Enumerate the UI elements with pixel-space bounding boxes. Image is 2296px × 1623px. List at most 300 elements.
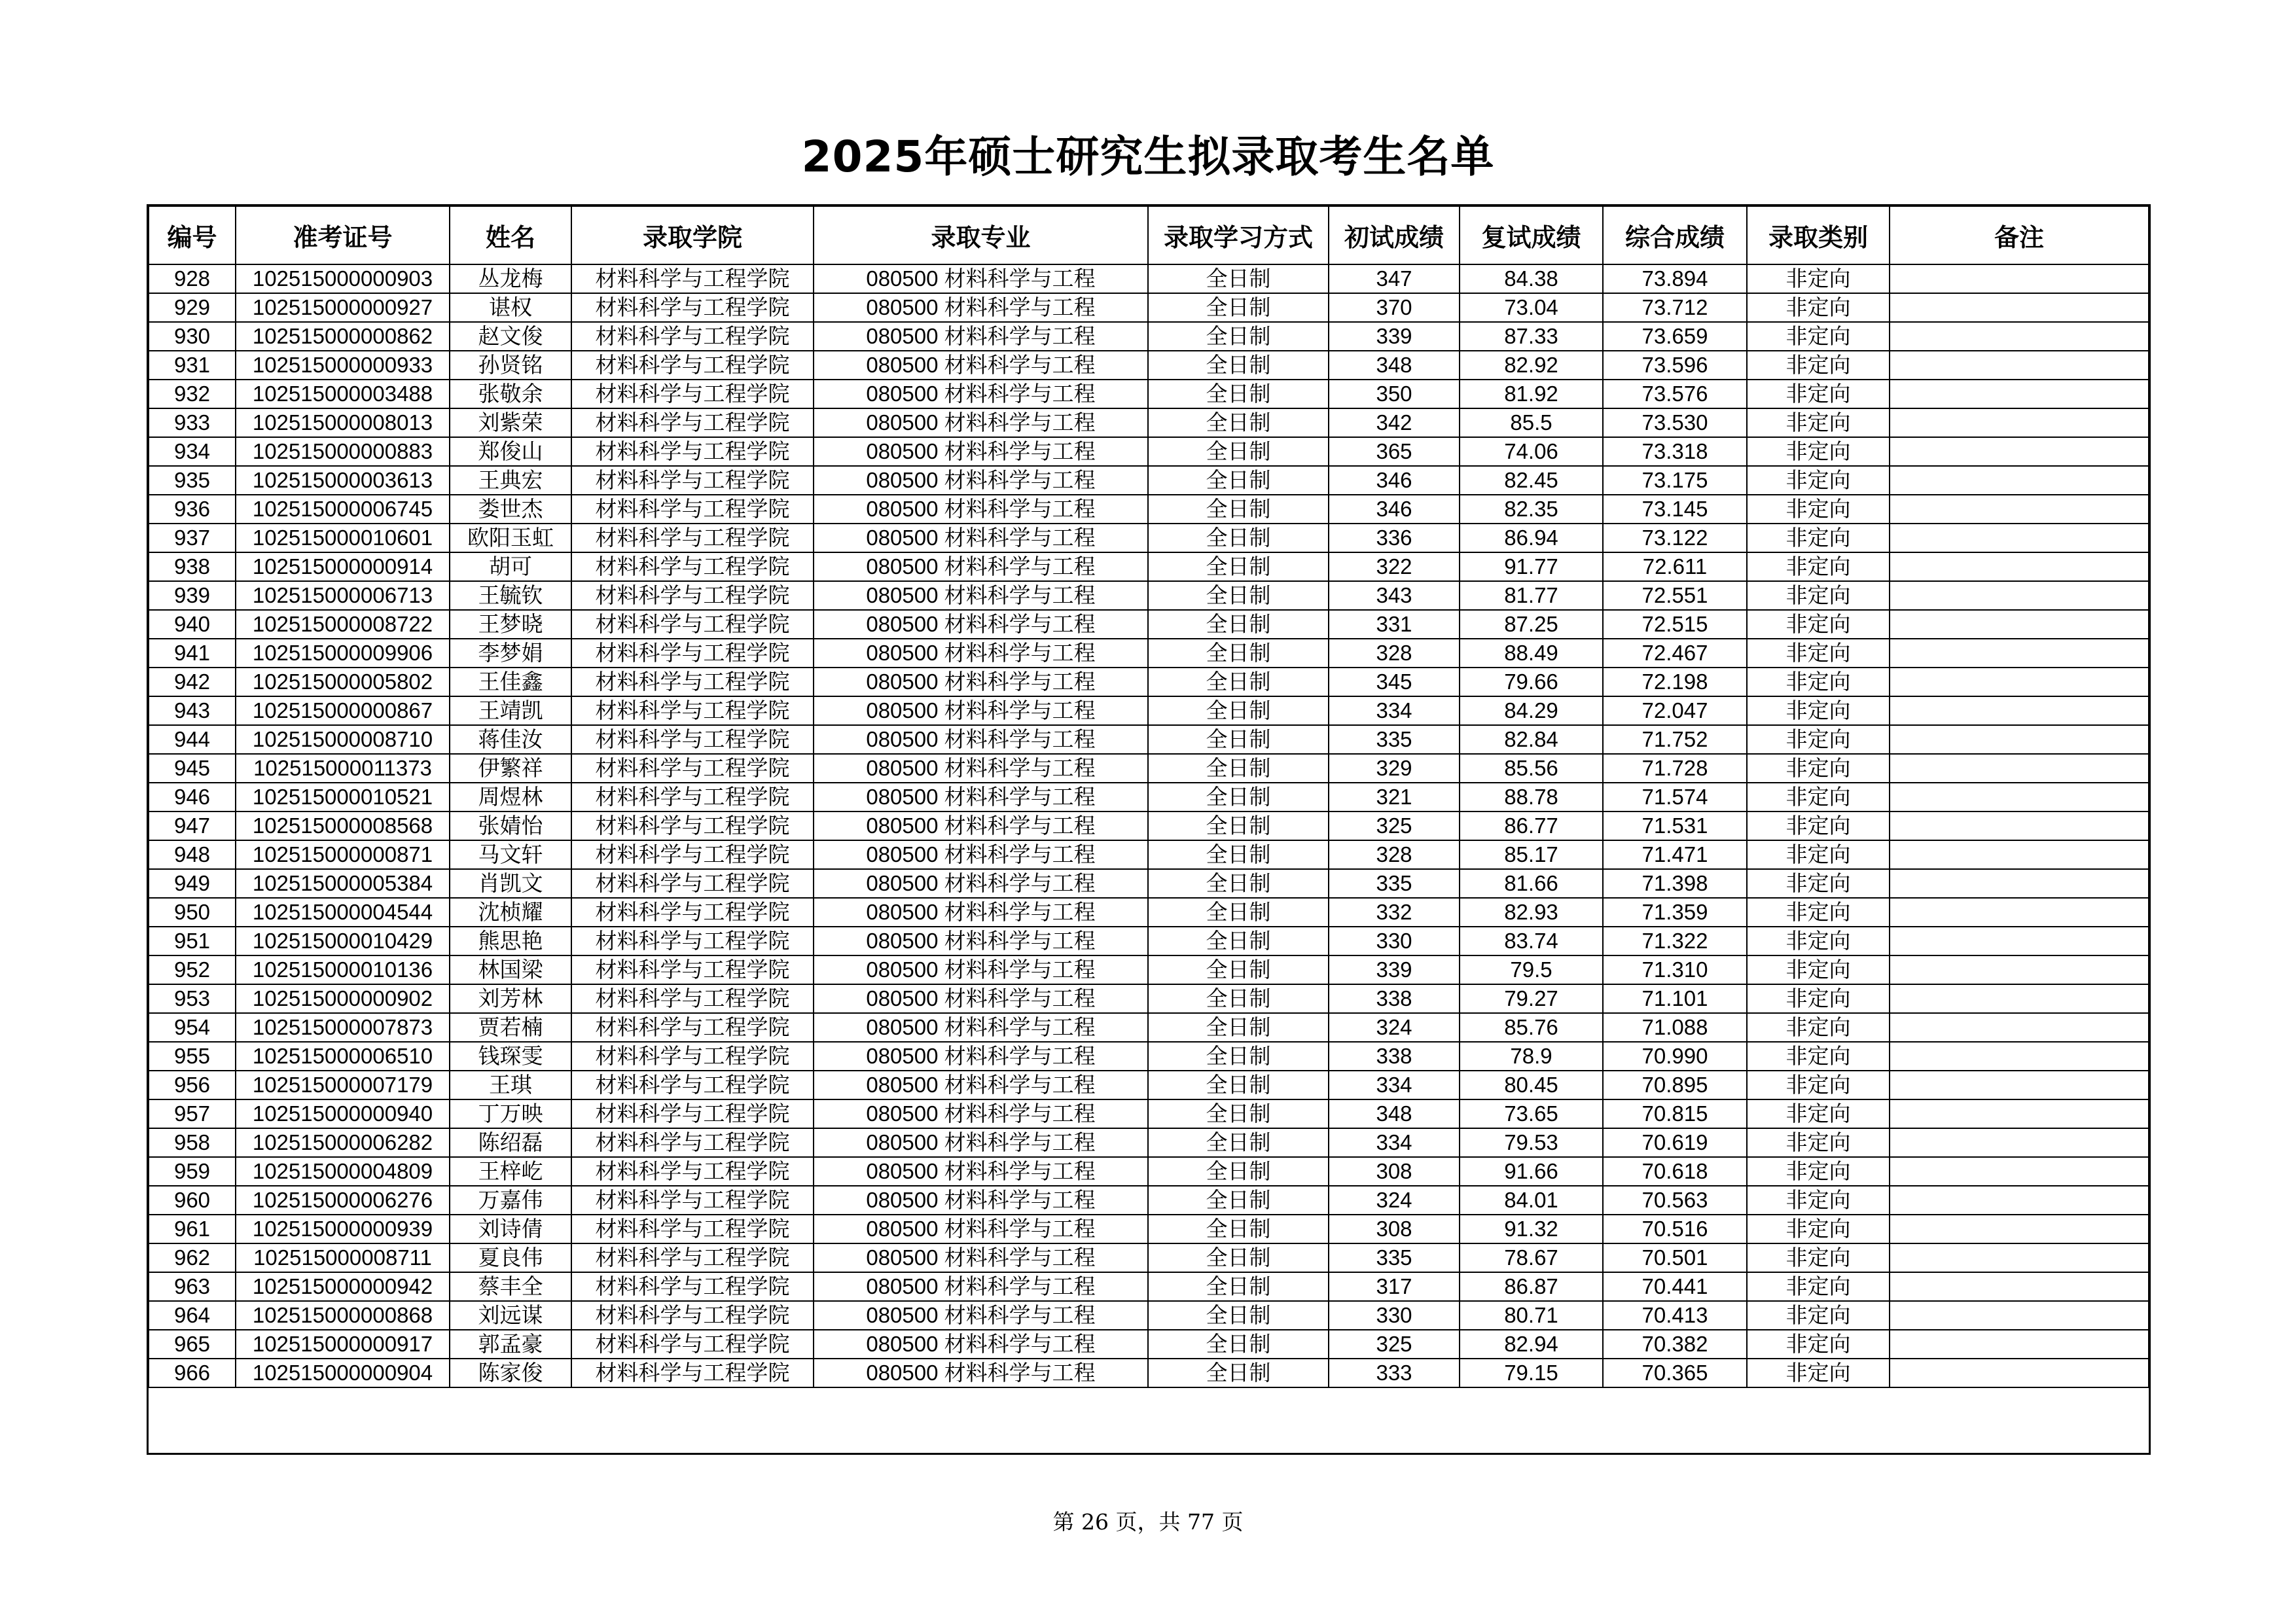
cell-retest-score: 83.74	[1460, 927, 1603, 955]
cell-exam-id: 102515000000868	[236, 1301, 450, 1330]
cell-remarks	[1890, 783, 2149, 812]
cell-composite-score: 72.611	[1603, 552, 1747, 581]
cell-admission-type: 非定向	[1747, 1243, 1890, 1272]
cell-admission-type: 非定向	[1747, 955, 1890, 984]
table-row	[149, 1272, 2149, 1301]
cell-retest-score: 79.5	[1460, 955, 1603, 984]
table-row	[149, 380, 2149, 408]
cell-retest-score: 78.67	[1460, 1243, 1603, 1272]
cell-remarks	[1890, 1301, 2149, 1330]
cell-initial-score: 370	[1329, 293, 1460, 322]
cell-exam-id: 102515000000917	[236, 1330, 450, 1359]
cell-study-mode: 全日制	[1148, 812, 1329, 840]
cell-number: 928	[149, 264, 236, 293]
cell-remarks	[1890, 984, 2149, 1013]
cell-study-mode: 全日制	[1148, 639, 1329, 668]
cell-admission-type: 非定向	[1747, 696, 1890, 725]
table-row	[149, 1157, 2149, 1186]
table-row	[149, 1071, 2149, 1099]
cell-remarks	[1890, 351, 2149, 380]
cell-number: 934	[149, 437, 236, 466]
cell-college: 材料科学与工程学院	[571, 552, 814, 581]
cell-college: 材料科学与工程学院	[571, 610, 814, 639]
cell-initial-score: 325	[1329, 1330, 1460, 1359]
cell-number: 943	[149, 696, 236, 725]
cell-major: 080500 材料科学与工程	[814, 1301, 1148, 1330]
cell-name: 贾若楠	[450, 1013, 571, 1042]
cell-number: 948	[149, 840, 236, 869]
table-row	[149, 351, 2149, 380]
cell-study-mode: 全日制	[1148, 1301, 1329, 1330]
cell-study-mode: 全日制	[1148, 1071, 1329, 1099]
cell-remarks	[1890, 322, 2149, 351]
cell-college: 材料科学与工程学院	[571, 1243, 814, 1272]
cell-remarks	[1890, 1042, 2149, 1071]
cell-college: 材料科学与工程学院	[571, 812, 814, 840]
cell-study-mode: 全日制	[1148, 984, 1329, 1013]
cell-remarks	[1890, 898, 2149, 927]
cell-remarks	[1890, 495, 2149, 524]
cell-retest-score: 82.35	[1460, 495, 1603, 524]
cell-composite-score: 71.322	[1603, 927, 1747, 955]
cell-exam-id: 102515000007179	[236, 1071, 450, 1099]
cell-college: 材料科学与工程学院	[571, 955, 814, 984]
cell-exam-id: 102515000010601	[236, 524, 450, 552]
cell-initial-score: 330	[1329, 1301, 1460, 1330]
cell-composite-score: 71.310	[1603, 955, 1747, 984]
cell-initial-score: 308	[1329, 1215, 1460, 1243]
cell-number: 946	[149, 783, 236, 812]
table-row	[149, 322, 2149, 351]
cell-composite-score: 73.530	[1603, 408, 1747, 437]
cell-major: 080500 材料科学与工程	[814, 437, 1148, 466]
cell-remarks	[1890, 1013, 2149, 1042]
cell-admission-type: 非定向	[1747, 1359, 1890, 1387]
cell-exam-id: 102515000011373	[236, 754, 450, 783]
cell-number: 939	[149, 581, 236, 610]
cell-composite-score: 70.618	[1603, 1157, 1747, 1186]
column-header-exam-id: 准考证号	[236, 206, 450, 264]
cell-exam-id: 102515000000883	[236, 437, 450, 466]
cell-college: 材料科学与工程学院	[571, 1186, 814, 1215]
cell-major: 080500 材料科学与工程	[814, 1359, 1148, 1387]
cell-college: 材料科学与工程学院	[571, 495, 814, 524]
cell-retest-score: 88.49	[1460, 639, 1603, 668]
cell-retest-score: 82.45	[1460, 466, 1603, 495]
cell-initial-score: 325	[1329, 812, 1460, 840]
cell-composite-score: 70.365	[1603, 1359, 1747, 1387]
cell-major: 080500 材料科学与工程	[814, 1157, 1148, 1186]
cell-remarks	[1890, 1215, 2149, 1243]
cell-college: 材料科学与工程学院	[571, 293, 814, 322]
cell-study-mode: 全日制	[1148, 322, 1329, 351]
column-header-remarks: 备注	[1890, 206, 2149, 264]
cell-number: 966	[149, 1359, 236, 1387]
cell-study-mode: 全日制	[1148, 495, 1329, 524]
cell-study-mode: 全日制	[1148, 1013, 1329, 1042]
cell-retest-score: 85.5	[1460, 408, 1603, 437]
cell-major: 080500 材料科学与工程	[814, 524, 1148, 552]
column-header-major: 录取专业	[814, 206, 1148, 264]
cell-remarks	[1890, 812, 2149, 840]
cell-major: 080500 材料科学与工程	[814, 668, 1148, 696]
cell-retest-score: 78.9	[1460, 1042, 1603, 1071]
cell-major: 080500 材料科学与工程	[814, 552, 1148, 581]
cell-admission-type: 非定向	[1747, 552, 1890, 581]
table-row	[149, 754, 2149, 783]
cell-initial-score: 346	[1329, 495, 1460, 524]
cell-college: 材料科学与工程学院	[571, 1013, 814, 1042]
table-row	[149, 696, 2149, 725]
cell-major: 080500 材料科学与工程	[814, 1186, 1148, 1215]
cell-number: 931	[149, 351, 236, 380]
cell-admission-type: 非定向	[1747, 1301, 1890, 1330]
column-header-college: 录取学院	[571, 206, 814, 264]
cell-retest-score: 73.65	[1460, 1099, 1603, 1128]
cell-exam-id: 102515000009906	[236, 639, 450, 668]
cell-study-mode: 全日制	[1148, 1272, 1329, 1301]
cell-study-mode: 全日制	[1148, 552, 1329, 581]
cell-initial-score: 346	[1329, 466, 1460, 495]
cell-exam-id: 102515000000903	[236, 264, 450, 293]
column-header-name: 姓名	[450, 206, 571, 264]
cell-exam-id: 102515000010429	[236, 927, 450, 955]
table-row	[149, 437, 2149, 466]
cell-admission-type: 非定向	[1747, 293, 1890, 322]
cell-initial-score: 345	[1329, 668, 1460, 696]
cell-initial-score: 324	[1329, 1013, 1460, 1042]
cell-study-mode: 全日制	[1148, 581, 1329, 610]
cell-composite-score: 70.382	[1603, 1330, 1747, 1359]
cell-composite-score: 71.471	[1603, 840, 1747, 869]
cell-college: 材料科学与工程学院	[571, 783, 814, 812]
cell-name: 李梦娟	[450, 639, 571, 668]
cell-retest-score: 79.15	[1460, 1359, 1603, 1387]
cell-admission-type: 非定向	[1747, 1128, 1890, 1157]
column-header-retest-score: 复试成绩	[1460, 206, 1603, 264]
cell-study-mode: 全日制	[1148, 725, 1329, 754]
table-row	[149, 1013, 2149, 1042]
cell-name: 熊思艳	[450, 927, 571, 955]
cell-composite-score: 72.467	[1603, 639, 1747, 668]
cell-remarks	[1890, 437, 2149, 466]
cell-major: 080500 材料科学与工程	[814, 264, 1148, 293]
cell-study-mode: 全日制	[1148, 898, 1329, 927]
cell-remarks	[1890, 1272, 2149, 1301]
cell-number: 930	[149, 322, 236, 351]
cell-composite-score: 71.531	[1603, 812, 1747, 840]
cell-major: 080500 材料科学与工程	[814, 495, 1148, 524]
cell-college: 材料科学与工程学院	[571, 840, 814, 869]
cell-major: 080500 材料科学与工程	[814, 322, 1148, 351]
table-row	[149, 783, 2149, 812]
cell-composite-score: 70.619	[1603, 1128, 1747, 1157]
table-row	[149, 264, 2149, 293]
cell-remarks	[1890, 668, 2149, 696]
cell-exam-id: 102515000008013	[236, 408, 450, 437]
cell-name: 刘远谋	[450, 1301, 571, 1330]
cell-remarks	[1890, 754, 2149, 783]
cell-composite-score: 71.574	[1603, 783, 1747, 812]
cell-remarks	[1890, 408, 2149, 437]
cell-major: 080500 材料科学与工程	[814, 1330, 1148, 1359]
cell-retest-score: 86.94	[1460, 524, 1603, 552]
cell-remarks	[1890, 869, 2149, 898]
table-row	[149, 955, 2149, 984]
cell-college: 材料科学与工程学院	[571, 1099, 814, 1128]
cell-college: 材料科学与工程学院	[571, 725, 814, 754]
cell-study-mode: 全日制	[1148, 466, 1329, 495]
cell-composite-score: 70.413	[1603, 1301, 1747, 1330]
cell-retest-score: 79.53	[1460, 1128, 1603, 1157]
cell-major: 080500 材料科学与工程	[814, 725, 1148, 754]
cell-retest-score: 79.66	[1460, 668, 1603, 696]
cell-admission-type: 非定向	[1747, 639, 1890, 668]
cell-major: 080500 材料科学与工程	[814, 840, 1148, 869]
cell-remarks	[1890, 1186, 2149, 1215]
cell-remarks	[1890, 380, 2149, 408]
cell-exam-id: 102515000000914	[236, 552, 450, 581]
cell-retest-score: 84.29	[1460, 696, 1603, 725]
cell-remarks	[1890, 1157, 2149, 1186]
table-row	[149, 610, 2149, 639]
cell-initial-score: 338	[1329, 1042, 1460, 1071]
cell-college: 材料科学与工程学院	[571, 1272, 814, 1301]
cell-exam-id: 102515000000939	[236, 1215, 450, 1243]
cell-retest-score: 79.27	[1460, 984, 1603, 1013]
cell-admission-type: 非定向	[1747, 466, 1890, 495]
cell-composite-score: 70.990	[1603, 1042, 1747, 1071]
cell-initial-score: 333	[1329, 1359, 1460, 1387]
cell-initial-score: 342	[1329, 408, 1460, 437]
cell-college: 材料科学与工程学院	[571, 1042, 814, 1071]
cell-retest-score: 74.06	[1460, 437, 1603, 466]
cell-number: 951	[149, 927, 236, 955]
table-row	[149, 1042, 2149, 1071]
cell-composite-score: 72.515	[1603, 610, 1747, 639]
cell-name: 陈家俊	[450, 1359, 571, 1387]
cell-study-mode: 全日制	[1148, 293, 1329, 322]
cell-college: 材料科学与工程学院	[571, 696, 814, 725]
cell-admission-type: 非定向	[1747, 840, 1890, 869]
cell-admission-type: 非定向	[1747, 783, 1890, 812]
column-header-admission-type: 录取类别	[1747, 206, 1890, 264]
column-header-composite-score: 综合成绩	[1603, 206, 1747, 264]
cell-composite-score: 71.101	[1603, 984, 1747, 1013]
table-row	[149, 1215, 2149, 1243]
cell-major: 080500 材料科学与工程	[814, 408, 1148, 437]
cell-name: 沈桢耀	[450, 898, 571, 927]
cell-retest-score: 82.94	[1460, 1330, 1603, 1359]
cell-study-mode: 全日制	[1148, 1099, 1329, 1128]
cell-admission-type: 非定向	[1747, 1186, 1890, 1215]
cell-initial-score: 328	[1329, 840, 1460, 869]
cell-number: 936	[149, 495, 236, 524]
cell-name: 夏良伟	[450, 1243, 571, 1272]
cell-study-mode: 全日制	[1148, 696, 1329, 725]
cell-retest-score: 87.25	[1460, 610, 1603, 639]
cell-retest-score: 82.92	[1460, 351, 1603, 380]
cell-initial-score: 321	[1329, 783, 1460, 812]
cell-initial-score: 335	[1329, 869, 1460, 898]
cell-number: 953	[149, 984, 236, 1013]
cell-name: 王梦晓	[450, 610, 571, 639]
cell-exam-id: 102515000005384	[236, 869, 450, 898]
table-row	[149, 1330, 2149, 1359]
cell-major: 080500 材料科学与工程	[814, 898, 1148, 927]
table-row	[149, 1243, 2149, 1272]
cell-study-mode: 全日制	[1148, 1186, 1329, 1215]
cell-number: 962	[149, 1243, 236, 1272]
cell-number: 958	[149, 1128, 236, 1157]
cell-major: 080500 材料科学与工程	[814, 380, 1148, 408]
cell-remarks	[1890, 1330, 2149, 1359]
cell-admission-type: 非定向	[1747, 869, 1890, 898]
cell-admission-type: 非定向	[1747, 1099, 1890, 1128]
cell-name: 王琪	[450, 1071, 571, 1099]
cell-name: 陈绍磊	[450, 1128, 571, 1157]
cell-study-mode: 全日制	[1148, 869, 1329, 898]
cell-composite-score: 70.895	[1603, 1071, 1747, 1099]
cell-initial-score: 338	[1329, 984, 1460, 1013]
cell-composite-score: 73.659	[1603, 322, 1747, 351]
cell-exam-id: 102515000008711	[236, 1243, 450, 1272]
cell-retest-score: 82.93	[1460, 898, 1603, 927]
cell-admission-type: 非定向	[1747, 898, 1890, 927]
cell-study-mode: 全日制	[1148, 1243, 1329, 1272]
cell-number: 944	[149, 725, 236, 754]
cell-initial-score: 348	[1329, 351, 1460, 380]
cell-composite-score: 71.398	[1603, 869, 1747, 898]
cell-major: 080500 材料科学与工程	[814, 1099, 1148, 1128]
cell-exam-id: 102515000008722	[236, 610, 450, 639]
cell-major: 080500 材料科学与工程	[814, 639, 1148, 668]
cell-exam-id: 102515000006745	[236, 495, 450, 524]
cell-number: 950	[149, 898, 236, 927]
cell-name: 刘芳林	[450, 984, 571, 1013]
cell-number: 938	[149, 552, 236, 581]
cell-retest-score: 85.76	[1460, 1013, 1603, 1042]
cell-retest-score: 85.17	[1460, 840, 1603, 869]
cell-composite-score: 71.728	[1603, 754, 1747, 783]
cell-admission-type: 非定向	[1747, 437, 1890, 466]
cell-college: 材料科学与工程学院	[571, 898, 814, 927]
column-header-initial-score: 初试成绩	[1329, 206, 1460, 264]
cell-retest-score: 85.56	[1460, 754, 1603, 783]
cell-college: 材料科学与工程学院	[571, 1128, 814, 1157]
cell-study-mode: 全日制	[1148, 380, 1329, 408]
cell-exam-id: 102515000008710	[236, 725, 450, 754]
cell-college: 材料科学与工程学院	[571, 1157, 814, 1186]
cell-name: 伊繁祥	[450, 754, 571, 783]
cell-major: 080500 材料科学与工程	[814, 466, 1148, 495]
table-row	[149, 581, 2149, 610]
cell-number: 963	[149, 1272, 236, 1301]
cell-initial-score: 339	[1329, 955, 1460, 984]
table-body	[149, 264, 2149, 1387]
cell-exam-id: 102515000008568	[236, 812, 450, 840]
cell-composite-score: 73.122	[1603, 524, 1747, 552]
cell-initial-score: 329	[1329, 754, 1460, 783]
cell-composite-score: 72.047	[1603, 696, 1747, 725]
cell-exam-id: 102515000000902	[236, 984, 450, 1013]
cell-name: 张敬余	[450, 380, 571, 408]
cell-initial-score: 347	[1329, 264, 1460, 293]
cell-college: 材料科学与工程学院	[571, 437, 814, 466]
cell-admission-type: 非定向	[1747, 1013, 1890, 1042]
cell-name: 郑俊山	[450, 437, 571, 466]
cell-name: 谌权	[450, 293, 571, 322]
cell-composite-score: 73.712	[1603, 293, 1747, 322]
cell-study-mode: 全日制	[1148, 264, 1329, 293]
cell-college: 材料科学与工程学院	[571, 869, 814, 898]
cell-retest-score: 84.01	[1460, 1186, 1603, 1215]
table-row	[149, 1301, 2149, 1330]
cell-initial-score: 350	[1329, 380, 1460, 408]
cell-initial-score: 332	[1329, 898, 1460, 927]
cell-remarks	[1890, 552, 2149, 581]
cell-remarks	[1890, 696, 2149, 725]
cell-retest-score: 88.78	[1460, 783, 1603, 812]
cell-composite-score: 70.815	[1603, 1099, 1747, 1128]
cell-admission-type: 非定向	[1747, 812, 1890, 840]
cell-exam-id: 102515000000862	[236, 322, 450, 351]
cell-retest-score: 80.71	[1460, 1301, 1603, 1330]
cell-exam-id: 102515000006276	[236, 1186, 450, 1215]
cell-name: 王毓钦	[450, 581, 571, 610]
column-header-number: 编号	[149, 206, 236, 264]
cell-study-mode: 全日制	[1148, 783, 1329, 812]
cell-study-mode: 全日制	[1148, 351, 1329, 380]
cell-admission-type: 非定向	[1747, 322, 1890, 351]
cell-number: 933	[149, 408, 236, 437]
cell-college: 材料科学与工程学院	[571, 1359, 814, 1387]
cell-study-mode: 全日制	[1148, 927, 1329, 955]
cell-retest-score: 86.77	[1460, 812, 1603, 840]
cell-name: 娄世杰	[450, 495, 571, 524]
table-row	[149, 1128, 2149, 1157]
cell-number: 956	[149, 1071, 236, 1099]
cell-name: 赵文俊	[450, 322, 571, 351]
cell-major: 080500 材料科学与工程	[814, 1013, 1148, 1042]
cell-admission-type: 非定向	[1747, 581, 1890, 610]
cell-exam-id: 102515000000927	[236, 293, 450, 322]
cell-study-mode: 全日制	[1148, 955, 1329, 984]
cell-retest-score: 73.04	[1460, 293, 1603, 322]
cell-composite-score: 71.752	[1603, 725, 1747, 754]
cell-remarks	[1890, 581, 2149, 610]
cell-name: 王典宏	[450, 466, 571, 495]
cell-name: 王佳鑫	[450, 668, 571, 696]
cell-number: 932	[149, 380, 236, 408]
cell-study-mode: 全日制	[1148, 754, 1329, 783]
cell-exam-id: 102515000000933	[236, 351, 450, 380]
cell-major: 080500 材料科学与工程	[814, 293, 1148, 322]
cell-major: 080500 材料科学与工程	[814, 1243, 1148, 1272]
cell-name: 孙贤铭	[450, 351, 571, 380]
cell-composite-score: 73.318	[1603, 437, 1747, 466]
cell-retest-score: 86.87	[1460, 1272, 1603, 1301]
cell-exam-id: 102515000006713	[236, 581, 450, 610]
cell-name: 刘诗倩	[450, 1215, 571, 1243]
cell-major: 080500 材料科学与工程	[814, 927, 1148, 955]
cell-composite-score: 73.175	[1603, 466, 1747, 495]
table-row	[149, 1186, 2149, 1215]
cell-composite-score: 73.894	[1603, 264, 1747, 293]
cell-exam-id: 102515000004544	[236, 898, 450, 927]
cell-study-mode: 全日制	[1148, 1042, 1329, 1071]
table-row	[149, 639, 2149, 668]
